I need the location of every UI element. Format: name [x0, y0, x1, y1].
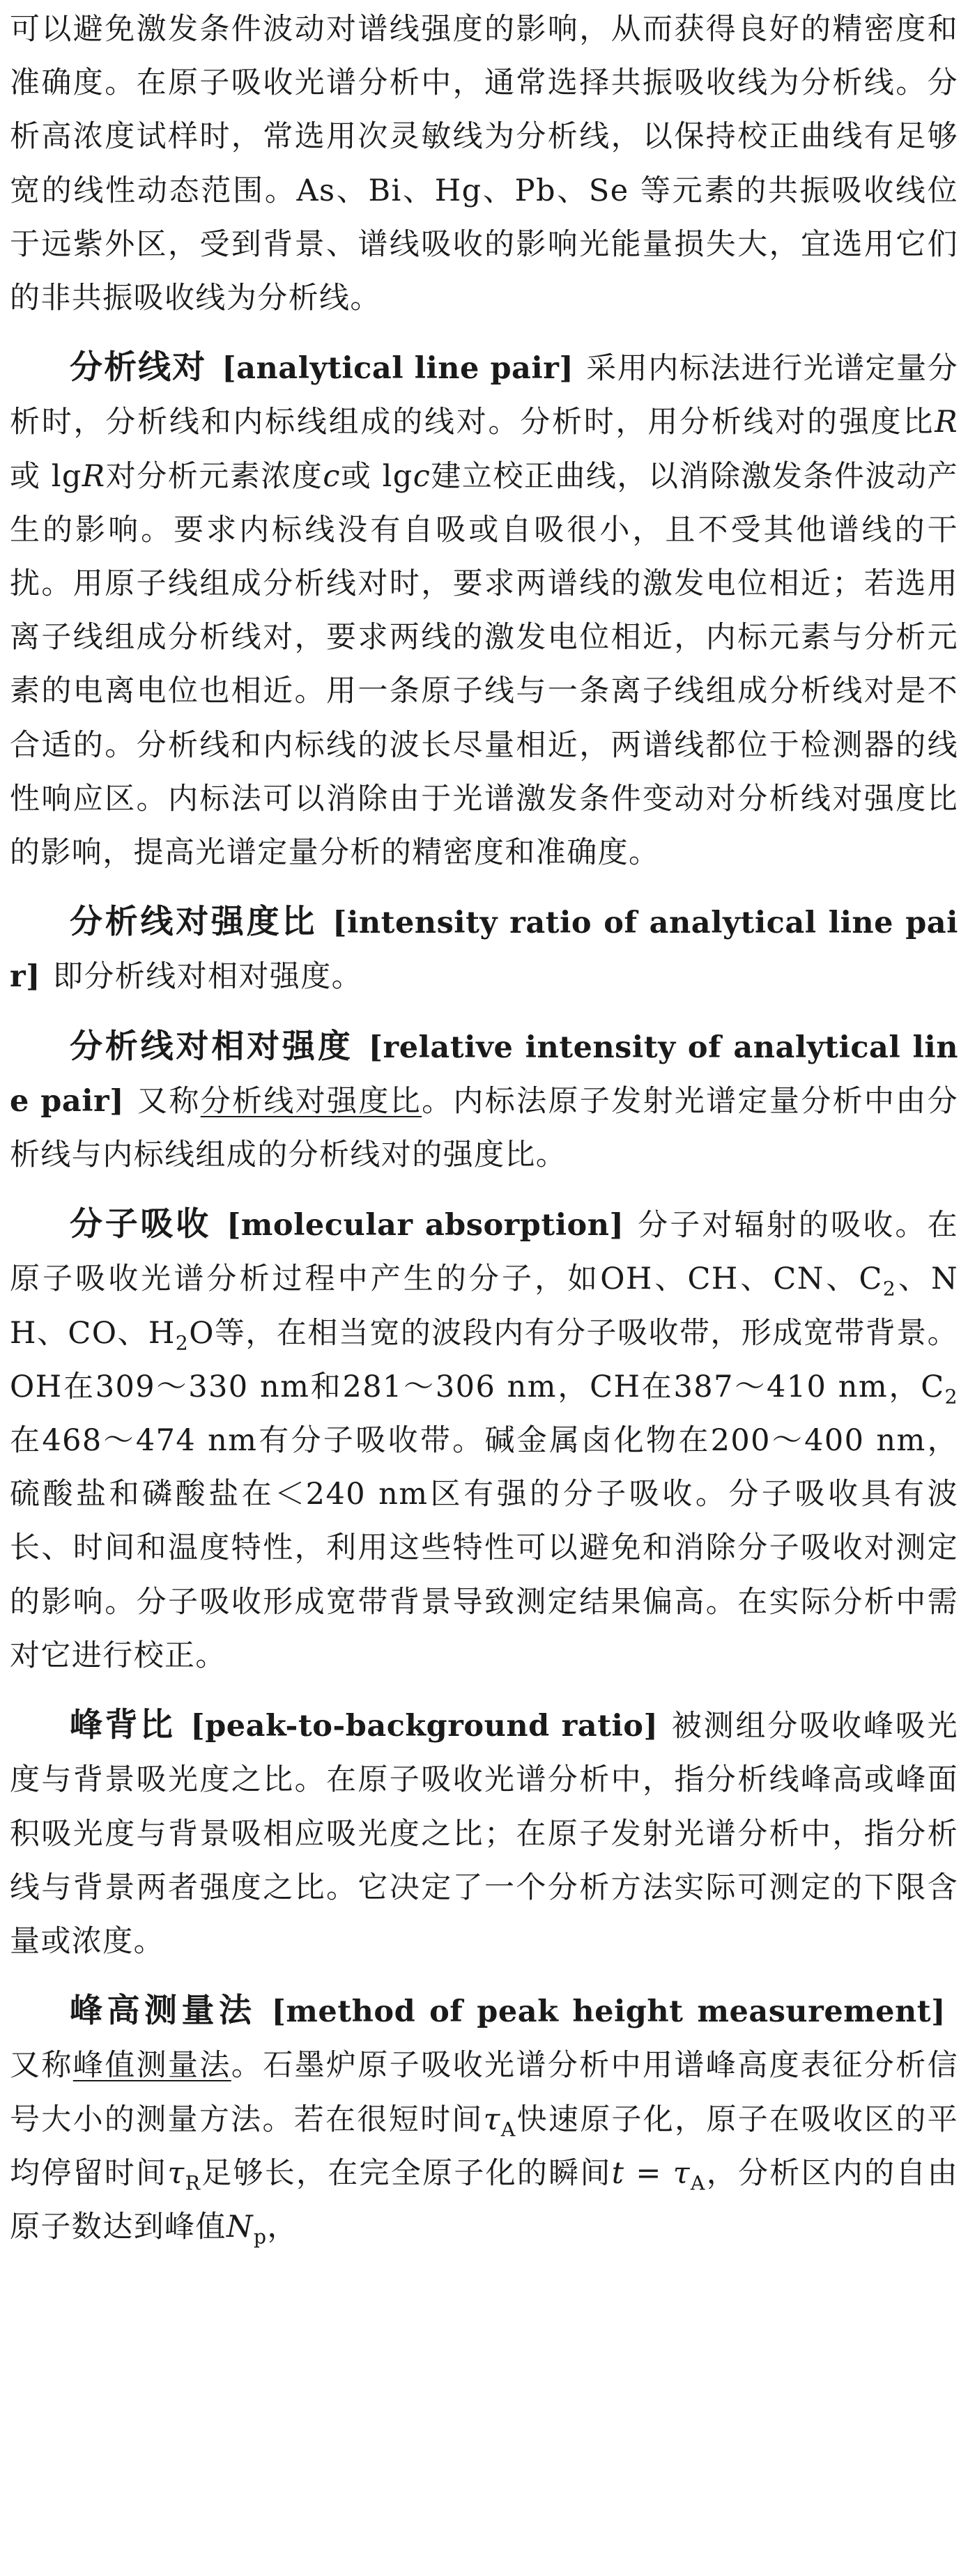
entry-definition: 被测组分吸收峰吸光度与背景吸光度之比。在原子吸收光谱分析中，指分析线峰高或峰面积吸光度与背景吸相应吸光度之比；在原子发射光谱分析中，指分析线与背景两者强度之比。它决定了一个分析方法实际可测定的下限含量或浓度。: [10, 1709, 959, 1959]
entry-definition: 快速原子化，原子在吸收区的平均停留时间: [10, 2102, 958, 2191]
entry-peak-to-background: [10, 1698, 958, 1969]
cross-reference-link[interactable]: 分析线对强度比: [200, 1083, 422, 1119]
entry-term: 分子吸收: [70, 1205, 212, 1244]
variable-tau: τ: [673, 2155, 691, 2191]
entry-body: [10, 895, 958, 1004]
variable-t: t: [611, 2155, 625, 2191]
entry-english: [method of peak height measurement]: [271, 1994, 946, 2030]
entry-intensity-ratio: [10, 895, 958, 1004]
subscript: p: [253, 2225, 268, 2249]
variable-c: c: [413, 458, 431, 494]
entry-definition: 分子对辐射的吸收。在原子吸收光谱分析过程中产生的分子，如OH、CH、CN、C: [10, 1208, 958, 1297]
entry-term: 分析线对强度比: [70, 903, 318, 942]
entry-body: [10, 1698, 958, 1969]
entry-body: [10, 1020, 958, 1183]
subscript: 2: [175, 1331, 190, 1355]
entry-english: [relative intensity of analytical line pair]: [10, 1030, 958, 1119]
entry-body: [10, 1197, 958, 1683]
entry-definition: 或 lg: [340, 458, 413, 494]
entry-definition: 。内标法原子发射光谱定量分析中由分析线与内标线组成的分析线对的强度比。: [10, 1083, 958, 1173]
entry-definition: ，分析区内的自由原子数达到峰值: [10, 2155, 958, 2244]
entry-definition: 又称: [137, 1083, 201, 1119]
variable-R: R: [82, 458, 106, 494]
entry-definition: 建立校正曲线，以消除激发条件波动产生的影响。要求内标线没有自吸或自吸很小，且不受其他谱线的干扰。用原子线组成分析线对时，要求两谱线的激发电位相近；若选用离子线组成分析线对，要求两线的激发电位相近，内标元素与分析元素的电离电位也相近。用一条原子线与一条离子线组成分析线对是不合适的。分析线和内标线的波长尽量相近，两谱线都位于检测器的线性响应区。内标法可以消除由于光谱激发条件变动对分析线对强度比的影响，提高光谱定量分析的精密度和准确度。: [10, 458, 959, 871]
entry-definition: 。石墨炉原子吸收光谱分析中用谱峰高度表征分析信号大小的测量方法。若在很短时间: [10, 2048, 959, 2137]
entry-definition: 采用内标法进行光谱定量分析时，分析线和内标线组成的线对。分析时，用分析线对的强度比: [10, 351, 958, 440]
entry-definition: 、NH、CO、H: [10, 1262, 958, 1351]
entry-term: 峰背比: [70, 1706, 176, 1745]
entry-definition: 在468～474 nm有分子吸收带。碱金属卤化物在200～400 nm，硫酸盐和磷酸盐在＜240 nm区有强的分子吸收。分子吸收具有波长、时间和温度特性，利用这些特性可以避免和消除分子吸收对测定的影响。分子吸收形成宽带背景导致测定结果偏高。在实际分析中需对它进行校正。: [10, 1423, 958, 1673]
entry-term: 分析线对相对强度: [70, 1027, 353, 1066]
entry-molecular-absorption: [10, 1197, 958, 1683]
entry-english: [peak-to-background ratio]: [190, 1709, 659, 1744]
entry-body: [10, 1984, 958, 2254]
entry-term: 分析线对: [70, 348, 207, 387]
variable-tau: τ: [167, 2155, 185, 2191]
subscript: R: [185, 2171, 201, 2195]
entry-relative-intensity: [10, 1020, 958, 1183]
variable-c: c: [323, 458, 341, 494]
variable-N: N: [226, 2209, 254, 2244]
intro-paragraph: [10, 3, 958, 325]
subscript: 2: [944, 1385, 958, 1409]
entry-definition: ，: [267, 2209, 298, 2244]
subscript: A: [500, 2118, 516, 2141]
subscript: 2: [882, 1278, 897, 1301]
entry-english: [intensity ratio of analytical line pair]: [10, 906, 958, 995]
entry-english: [molecular absorption]: [226, 1208, 624, 1243]
entry-definition: 或 lg: [10, 458, 82, 494]
entry-definition: 足够长，在完全原子化的瞬间: [201, 2155, 612, 2191]
variable-tau: τ: [483, 2102, 501, 2137]
entry-definition: 即分析线对相对强度。: [53, 959, 362, 995]
entry-definition: 对分析元素浓度: [105, 458, 323, 494]
cross-reference-link[interactable]: 峰值测量法: [72, 2048, 231, 2084]
subscript: A: [690, 2171, 706, 2195]
entry-body: [10, 341, 958, 880]
entry-definition: =: [624, 2155, 673, 2191]
entry-analytical-line-pair: [10, 341, 958, 880]
variable-R: R: [935, 405, 958, 440]
intro-text: 可以避免激发条件波动对谱线强度的影响，从而获得良好的精密度和准确度。在原子吸收光谱分析中，通常选择共振吸收线为分析线。分析高浓度试样时，常选用次灵敏线为分析线，以保持校正曲线有足够宽的线性动态范围。As、Bi、Hg、Pb、Se 等元素的共振吸收线位于远紫外区，受到背景、谱线吸收的影响光能量损失大，宜选用它们的非共振吸收线为分析线。: [10, 12, 958, 316]
entry-peak-height-measurement: [10, 1984, 958, 2254]
entry-definition: 又称: [10, 2048, 73, 2084]
entry-term: 峰高测量法: [70, 1992, 256, 2031]
entry-definition: O等，在相当宽的波段内有分子吸收带，形成宽带背景。OH在309～330 nm和281～306 nm，CH在387～410 nm，C: [10, 1315, 958, 1404]
entry-english: [analytical line pair]: [222, 351, 574, 387]
